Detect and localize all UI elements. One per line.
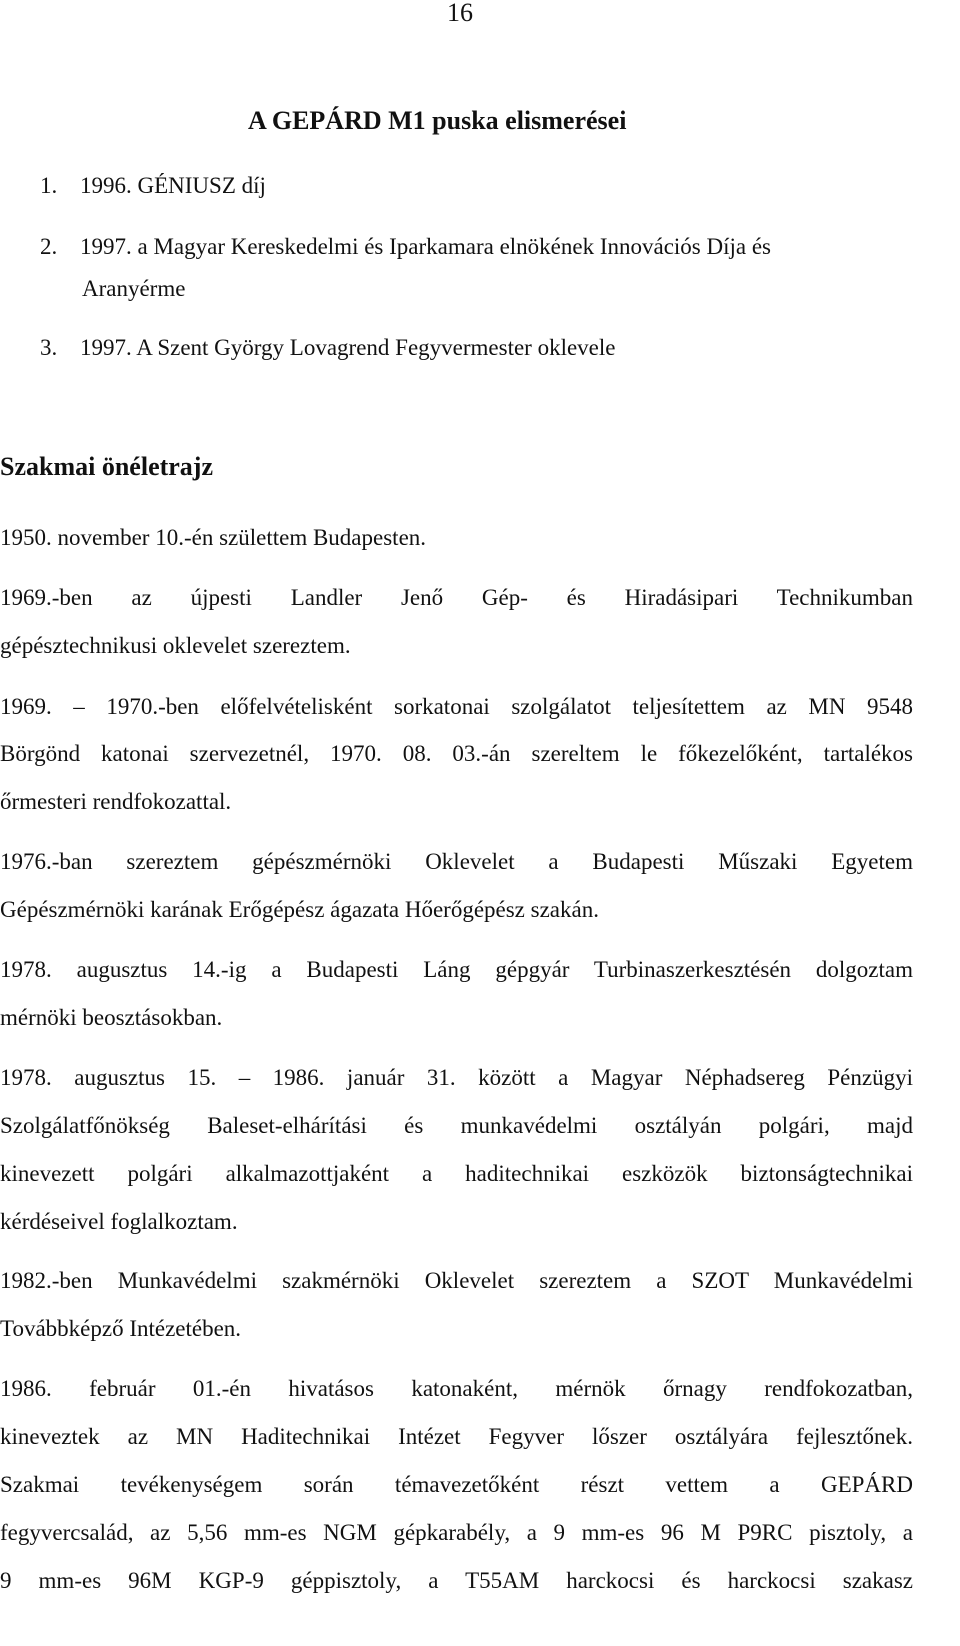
paragraph-line: gépésztechnikusi oklevelet szereztem. [0,633,351,658]
list-item [40,334,615,362]
list-item [40,233,771,261]
paragraph-line: Továbbképző Intézetében. [0,1316,242,1341]
list-item-continuation: Aranyérme [82,276,186,301]
paragraph-line: 1978. augusztus 15. – 1986. január 31. között a Magyar Néphadsereg Pénzügyi [0,1065,913,1090]
list-item-number: 3. [40,335,58,360]
paragraph-line: fegyvercsalád, az 5,56 mm-es NGM gépkarabély, a 9 mm-es 96 M P9RC pisztoly, a [0,1520,913,1545]
paragraph-line: 1978. augusztus 14.-ig a Budapesti Láng gépgyár Turbinaszerkesztésén dolgoztam [0,957,913,982]
paragraph-line: 1982.-ben Munkavédelmi szakmérnöki Oklevelet szereztem a SZOT Munkavédelmi [0,1268,913,1293]
page-title: A GEPÁRD M1 puska elismerései [248,106,627,135]
paragraph-line: kineveztek az MN Haditechnikai Intézet Fegyver lőszer osztályára fejlesztőnek. [0,1424,913,1449]
paragraph-line: kinevezett polgári alkalmazottjaként a haditechnikai eszközök biztonságtechnikai [0,1161,913,1186]
paragraph-line: mérnöki beosztásokban. [0,1005,223,1030]
page-number: 16 [447,0,473,27]
paragraph-line: 1969.-ben az újpesti Landler Jenő Gép- és Hiradásipari Technikumban [0,585,913,610]
list-item [40,172,266,200]
list-item-number: 1. [40,173,58,198]
paragraph-line: őrmesteri rendfokozattal. [0,789,232,814]
paragraph-line: Gépészmérnöki karának Erőgépész ágazata Hőerőgépész szakán. [0,897,599,922]
paragraph-line: Szolgálatfőnökség Baleset-elhárítási és munkavédelmi osztályán polgári, majd [0,1113,913,1138]
paragraph-line: kérdéseivel foglalkoztam. [0,1209,238,1234]
paragraph-line: 9 mm-es 96M KGP-9 géppisztoly, a T55AM harckocsi és harckocsi szakasz [0,1568,913,1593]
paragraph-line: 1976.-ban szereztem gépészmérnöki Oklevelet a Budapesti Műszaki Egyetem [0,849,913,874]
list-item-number: 2. [40,234,58,259]
paragraph-line: 1986. február 01.-én hivatásos katonaként, mérnök őrnagy rendfokozatban, [0,1376,913,1401]
list-item-text: 1996. GÉNIUSZ díj [80,173,266,198]
section-heading: Szakmai önéletrajz [0,452,214,481]
paragraph-line: 1969. – 1970.-ben előfelvételisként sorkatonai szolgálatot teljesítettem az MN 9548 [0,694,913,719]
paragraph-line: Szakmai tevékenységem során témavezetőként részt vettem a GEPÁRD [0,1472,913,1497]
paragraph-line: 1950. november 10.-én születtem Budapesten. [0,525,427,550]
paragraph-line: Börgönd katonai szervezetnél, 1970. 08. 03.-án szereltem le főkezelőként, tartalékos [0,741,913,766]
list-item-text: 1997. a Magyar Kereskedelmi és Iparkamara elnökének Innovációs Díja és [80,234,772,259]
list-item-text: 1997. A Szent György Lovagrend Fegyvermester oklevele [80,335,616,360]
